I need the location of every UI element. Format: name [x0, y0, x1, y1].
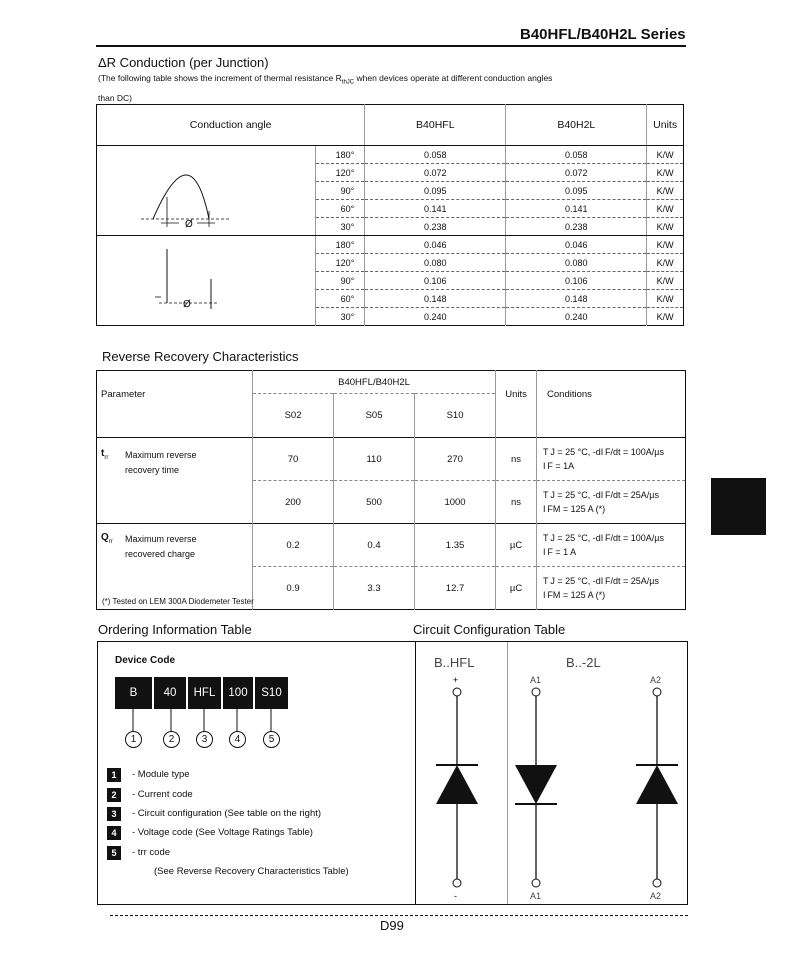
hfl-value: 0.072 — [365, 164, 506, 182]
series-title: B40HFL/B40H2L Series — [520, 26, 686, 43]
legend-number: 5 — [107, 846, 121, 860]
conditions-header: Conditions — [537, 371, 686, 438]
table-row — [97, 146, 684, 164]
unit-value: µC — [496, 524, 537, 567]
angle-cell: 60° — [316, 290, 365, 308]
hfl-value: 0.095 — [365, 182, 506, 200]
rect-waveform-cell — [97, 236, 316, 326]
angle-cell: 30° — [316, 218, 365, 236]
legend-text: - Circuit configuration (See table on the right) — [132, 808, 322, 819]
s05-value: 3.3 — [334, 567, 415, 610]
col-b40h2l: B40H2L — [506, 105, 647, 146]
h2l-value: 0.046 — [506, 236, 647, 254]
page-number: D99 — [380, 918, 404, 933]
param-header: Parameter — [101, 389, 146, 400]
unit-value: K/W — [647, 182, 684, 200]
unit-value: ns — [496, 481, 537, 524]
unit-value: K/W — [647, 218, 684, 236]
footer-rule — [110, 915, 688, 916]
table-row — [97, 236, 684, 254]
unit-value: ns — [496, 438, 537, 481]
col-s05: S05 — [334, 394, 415, 438]
angle-cell: 90° — [316, 272, 365, 290]
s02-value: 70 — [253, 438, 334, 481]
legend-number: 3 — [107, 807, 121, 821]
code-part-current: 40 — [154, 677, 186, 709]
diode-2l-left-icon — [515, 765, 557, 804]
circle-number-3: 3 — [196, 731, 213, 748]
h2l-value: 0.141 — [506, 200, 647, 218]
legend-number: 1 — [107, 768, 121, 782]
unit-value: K/W — [647, 272, 684, 290]
angle-cell: 180° — [316, 236, 365, 254]
s05-value: 0.4 — [334, 524, 415, 567]
circle-number-4: 4 — [229, 731, 246, 748]
qrr-description: Maximum reverse recovered charge — [121, 524, 253, 610]
circuit-diagrams — [416, 643, 686, 903]
unit-value: K/W — [647, 236, 684, 254]
minus-label: - — [454, 891, 457, 901]
plus-label: + — [453, 675, 459, 685]
h2l-value: 0.058 — [506, 146, 647, 164]
rect-waveform-icon — [131, 239, 281, 321]
s10-value: 1000 — [415, 481, 496, 524]
conduction-header-row — [97, 105, 684, 146]
angle-cell: 180° — [316, 146, 365, 164]
h2l-value: 0.080 — [506, 254, 647, 272]
recovery-header-row — [97, 371, 686, 394]
hfl-value: 0.106 — [365, 272, 506, 290]
unit-value: K/W — [647, 290, 684, 308]
conditions-value: T J = 25 °C, -dI F/dt = 100A/µs I F = 1 A — [537, 524, 686, 567]
unit-value: K/W — [647, 146, 684, 164]
s05-value: 110 — [334, 438, 415, 481]
legend-text: - Voltage code (See Voltage Ratings Table) — [132, 827, 313, 838]
unit-value: K/W — [647, 254, 684, 272]
s02-value: 0.9 — [253, 567, 334, 610]
sine-waveform-cell — [97, 146, 316, 236]
a2-label-bottom: A2 — [650, 891, 662, 901]
hfl-value: 0.141 — [365, 200, 506, 218]
code-part-module: B — [115, 677, 152, 709]
col-units: Units — [647, 105, 684, 146]
conditions-value: T J = 25 °C, -dI F/dt = 25A/µs I FM = 125 A (*) — [537, 567, 686, 610]
device-code-label: Device Code — [115, 655, 176, 666]
recovery-title: Reverse Recovery Characteristics — [102, 349, 299, 364]
s02-value: 0.2 — [253, 524, 334, 567]
hfl-value: 0.046 — [365, 236, 506, 254]
h2l-value: 0.148 — [506, 290, 647, 308]
hfl-value: 0.238 — [365, 218, 506, 236]
s10-value: 1.35 — [415, 524, 496, 567]
code-part-trr: S10 — [255, 677, 288, 709]
legend-text: - Module type — [132, 769, 190, 780]
unit-value: K/W — [647, 308, 684, 326]
h2l-value: 0.095 — [506, 182, 647, 200]
h2l-value: 0.072 — [506, 164, 647, 182]
unit-value: µC — [496, 567, 537, 610]
header-rule — [96, 45, 686, 47]
conditions-value: T J = 25 °C, -dI F/dt = 100A/µs I F = 1A — [537, 438, 686, 481]
conduction-note: (The following table shows the increment of thermal resistance $R_{thJC}$ when devices operate at different conduction angles than DC) — [98, 73, 553, 103]
table-row — [97, 524, 686, 567]
unit-value: K/W — [647, 200, 684, 218]
conduction-title: ΔR Conduction (per Junction) — [98, 55, 269, 70]
ordering-title: Ordering Information Table — [98, 622, 252, 637]
col-s10: S10 — [415, 394, 496, 438]
angle-cell: 30° — [316, 308, 365, 326]
col-s02: S02 — [253, 394, 334, 438]
angle-cell: 60° — [316, 200, 365, 218]
svg-text:Ø: Ø — [185, 218, 193, 230]
units-header: Units — [496, 371, 537, 438]
recovery-table — [96, 370, 686, 610]
h2l-value: 0.238 — [506, 218, 647, 236]
h2l-label: B..-2L — [566, 655, 601, 670]
h2l-value: 0.106 — [506, 272, 647, 290]
circle-number-1: 1 — [125, 731, 142, 748]
angle-cell: 120° — [316, 254, 365, 272]
col-conduction-angle: Conduction angle — [97, 105, 365, 146]
col-b40hfl: B40HFL — [365, 105, 506, 146]
a2-label-top: A2 — [650, 675, 662, 685]
code-connector-lines — [110, 708, 300, 733]
side-tab — [711, 478, 766, 535]
code-part-voltage: 100 — [223, 677, 253, 709]
a1-label-top: A1 — [530, 675, 542, 685]
group-header: B40HFL/B40H2L — [253, 371, 496, 394]
a1-label-bottom: A1 — [530, 891, 542, 901]
legend-text: - trr code — [132, 847, 171, 858]
circle-number-5: 5 — [263, 731, 280, 748]
conditions-value: T J = 25 °C, -dI F/dt = 25A/µs I FM = 125 A (*) — [537, 481, 686, 524]
s10-value: 12.7 — [415, 567, 496, 610]
code-part-circuit: HFL — [188, 677, 221, 709]
hfl-value: 0.148 — [365, 290, 506, 308]
s02-value: 200 — [253, 481, 334, 524]
svg-text:Ø: Ø — [183, 298, 191, 310]
s05-value: 500 — [334, 481, 415, 524]
circle-number-2: 2 — [163, 731, 180, 748]
legend-text-extra: (See Reverse Recovery Characteristics Table) — [154, 866, 349, 877]
legend-number: 4 — [107, 826, 121, 840]
diode-2l-right-icon — [636, 765, 678, 804]
sine-waveform-icon — [131, 149, 281, 231]
s10-value: 270 — [415, 438, 496, 481]
qrr-symbol: $Q_{rr}$ — [97, 524, 122, 610]
recovery-footnote: (*) Tested on LEM 300A Diodemeter Tester — [102, 597, 254, 606]
angle-cell: 120° — [316, 164, 365, 182]
hfl-value: 0.080 — [365, 254, 506, 272]
circuit-title: Circuit Configuration Table — [413, 622, 566, 637]
angle-cell: 90° — [316, 182, 365, 200]
hfl-value: 0.058 — [365, 146, 506, 164]
trr-description: Maximum reverse recovery time — [121, 438, 253, 524]
legend-text: - Current code — [132, 789, 193, 800]
h2l-value: 0.240 — [506, 308, 647, 326]
table-row — [97, 438, 686, 481]
unit-value: K/W — [647, 164, 684, 182]
trr-symbol: $t_{rr}$ — [97, 438, 122, 524]
legend-number: 2 — [107, 788, 121, 802]
conduction-table — [96, 104, 684, 326]
hfl-value: 0.240 — [365, 308, 506, 326]
hfl-label: B..HFL — [434, 655, 475, 670]
diode-hfl-icon — [436, 765, 478, 804]
